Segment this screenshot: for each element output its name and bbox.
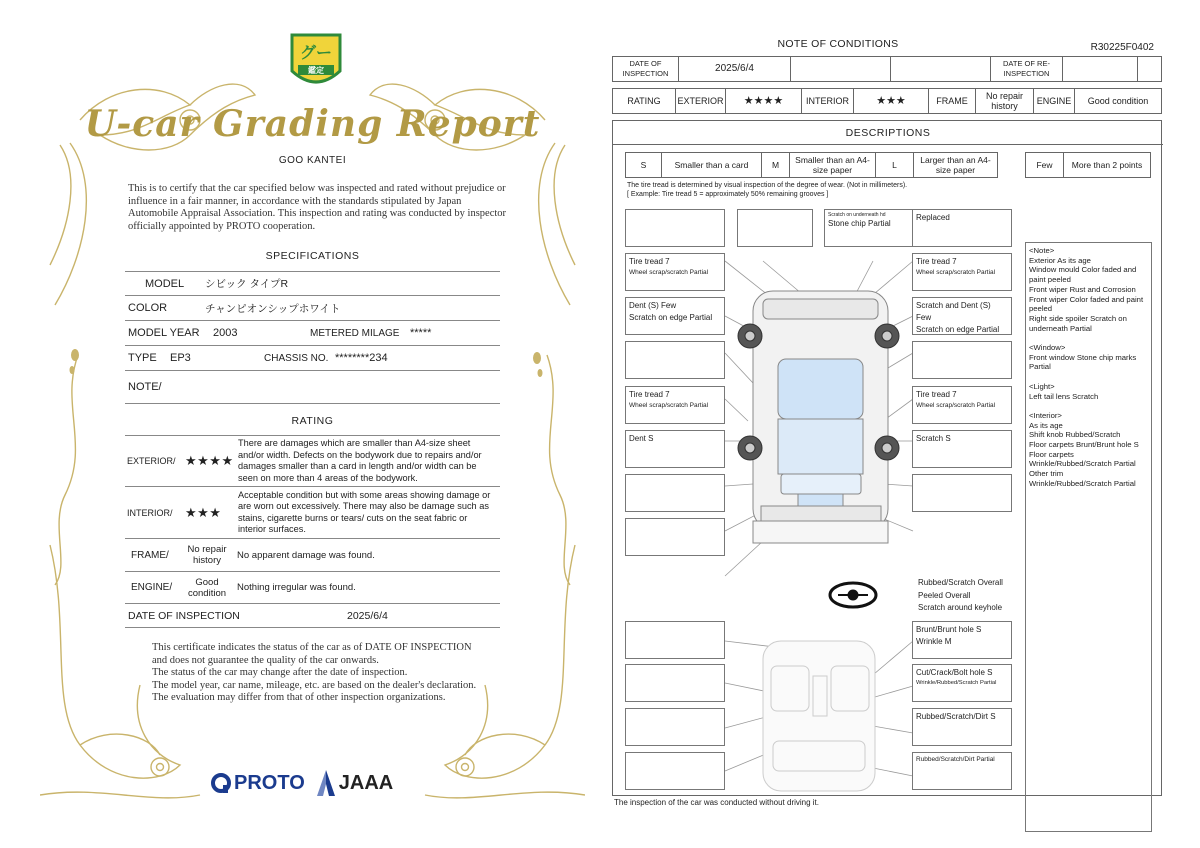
brunt-line-2: Wrinkle M <box>916 637 952 646</box>
note-box-right-4 <box>912 341 1012 379</box>
rr-tire-wheel: Wheel scrap/scratch Partial <box>916 402 996 409</box>
model-label: MODEL <box>145 277 185 290</box>
blank-cell <box>791 57 891 81</box>
grading-certificate <box>40 25 585 825</box>
reinspection-date-value <box>1063 57 1138 81</box>
rubbed-dirt-s-text: Rubbed/Scratch/Dirt S <box>916 712 996 721</box>
color-value: チャンピオンシップホワイト <box>205 302 341 315</box>
proto-logo-text: PROTO <box>234 771 305 794</box>
certificate-subtitle: GOO KANTEI <box>278 155 347 166</box>
legend-s: S <box>626 153 662 177</box>
note-of-conditions <box>612 34 1164 814</box>
engine-value: Good condition <box>187 576 227 599</box>
cut-crack-line-2: Wrinkle/Rubbed/Scratch Partial <box>916 680 997 686</box>
exterior-stars: ★★★★ <box>185 453 234 468</box>
proto-logo <box>210 772 305 795</box>
reinspection-date-label: DATE OF RE-INSPECTION <box>991 57 1063 81</box>
reference-number: R30225F0402 <box>1090 42 1154 53</box>
note-box-cut-crack <box>912 664 1012 702</box>
stone-chip-text: Stone chip Partial <box>828 219 891 228</box>
underneath-text: Scratch on underneath hd <box>828 212 886 218</box>
exterior-description: There are damages which are smaller than A4-size sheet and/or width. Defects on the bodywork due to repairs and/or damages smaller than a card in length and/or width can be seen on more than 4 areas of the bodywork. <box>238 438 482 483</box>
chassis-label: CHASSIS NO. <box>264 352 329 364</box>
badge-top-text: グー <box>299 43 333 62</box>
note-box-dent-few <box>625 297 725 335</box>
lr-tire-tread: Tire tread 7 <box>629 390 670 399</box>
note-box-rubbed-dirt-partial <box>912 752 1012 790</box>
year-label: MODEL YEAR <box>128 327 200 339</box>
note-box-top-1 <box>737 209 813 247</box>
legend-l-text: Larger than an A4-size paper <box>920 155 991 175</box>
note-box-dent-s <box>625 430 725 468</box>
frame-description: No apparent damage was found. <box>237 549 375 561</box>
note-box-scratch-dent <box>912 297 1012 335</box>
rating-label: RATING <box>613 89 676 113</box>
blank-cell <box>891 57 991 81</box>
steering-line-3: Scratch around keyhole <box>918 603 1003 612</box>
jaaa-logo-text: JAAA <box>338 771 394 794</box>
blank-cell <box>1138 57 1161 81</box>
cut-crack-line-1: Cut/Crack/Bolt hole S <box>916 668 993 677</box>
tread-note-line-1: The tire tread is determined by visual inspection of the degree of wear. (Not in millimeters). <box>627 182 908 189</box>
engine-description: Nothing irregular was found. <box>237 582 356 593</box>
descriptions-title: DESCRIPTIONS <box>613 121 1163 145</box>
certificate-title: U-car Grading Report <box>84 103 541 145</box>
inspection-date-label: DATE OF INSPECTION <box>613 57 679 81</box>
note-box-right-7 <box>912 474 1012 512</box>
engine-label: ENGINE/ <box>131 582 173 593</box>
scratch-dent-line-1: Scratch and Dent (S) Few <box>916 301 991 322</box>
engine-row <box>125 572 500 604</box>
note-box-int-left-3 <box>625 708 725 746</box>
note-box-int-left-2 <box>625 664 725 702</box>
frame-value: No repair history <box>976 89 1034 113</box>
condition-notes: <Note> Exterior As its age Window mould Color faded and paint peeled Front wiper Rust and Corrosion Front wiper Color faded and paint peeled Right side spoiler Scratch on underneath Partial <Window> Front window Stone chip marks Partial <Light> Left tail lens Scratch <Interior> As its age Shift knob Rubbed/Scratch Floor carpets Brunt/Brunt hole S Floor carpets Wrinkle/Rubbed/Scratch Partial Other trim Wrinkle/Rubbed/Scratch Partial <box>1025 242 1152 832</box>
replaced-text: Replaced <box>916 213 950 222</box>
note-box-int-left-1 <box>625 621 725 659</box>
note-box-left-1 <box>625 209 725 247</box>
note-box-steering <box>915 575 1015 615</box>
note-box-brunt <box>912 621 1012 659</box>
tread-note-line-2: [ Example: Tire tread 5 = approximately 50% remaining grooves ] <box>627 191 829 198</box>
descriptions-panel <box>612 120 1162 796</box>
brunt-line-1: Brunt/Brunt hole S <box>916 625 982 634</box>
car-top-view <box>753 291 888 543</box>
note-box-rf-tire <box>912 253 1012 291</box>
proto-mark-icon <box>210 772 232 794</box>
legend-s-text: Smaller than a card <box>662 153 762 177</box>
dent-s-text: Dent S <box>629 434 654 443</box>
interior-label: INTERIOR <box>802 89 854 113</box>
interior-stars: ★★★ <box>854 89 929 113</box>
inspection-dates-table <box>612 56 1162 82</box>
legend-l: L <box>876 153 914 177</box>
note-box-left-4 <box>625 341 725 379</box>
interior-description: Acceptable condition but with some areas showing damage or are worn out excessively. There may also be damage such as stains, cigarette burns or tears/ cuts on the seat fabric or interior surfaces. <box>238 489 491 534</box>
rf-tire-tread: Tire tread 7 <box>916 257 957 266</box>
rr-tire-tread: Tire tread 7 <box>916 390 957 399</box>
model-row <box>125 271 500 296</box>
car-interior-view <box>763 641 875 791</box>
mileage-value: ***** <box>410 327 432 339</box>
year-value: 2003 <box>213 327 238 339</box>
year-row <box>125 321 500 346</box>
jaaa-mark-icon <box>317 770 335 796</box>
color-label: COLOR <box>128 302 168 314</box>
note-box-lf-tire <box>625 253 725 291</box>
inspection-date-value: 2025/6/4 <box>679 57 791 81</box>
model-value: シビック タイプR <box>205 278 289 290</box>
interior-stars: ★★★ <box>185 504 222 520</box>
logos <box>210 770 393 796</box>
lf-tire-wheel: Wheel scrap/scratch Partial <box>629 269 709 276</box>
dent-few-line-2: Scratch on edge Partial <box>629 313 713 322</box>
mileage-label: METERED MILAGE <box>310 327 400 339</box>
exterior-label: EXTERIOR <box>676 89 726 113</box>
legend-few: Few <box>1026 153 1064 177</box>
dent-few-line-1: Dent (S) Few <box>629 301 677 310</box>
note-box-left-8 <box>625 518 725 556</box>
note-box-int-left-4 <box>625 752 725 790</box>
steering-line-2: Peeled Overall <box>918 590 971 600</box>
note-box-left-7 <box>625 474 725 512</box>
rating-heading: RATING <box>291 415 334 427</box>
legend-m: M <box>762 153 790 177</box>
exterior-stars: ★★★★ <box>726 89 802 113</box>
scratch-dent-line-2: Scratch on edge Partial <box>916 325 1000 334</box>
date-value: 2025/6/4 <box>347 609 388 622</box>
frame-label: FRAME <box>929 89 976 113</box>
date-row <box>125 604 500 628</box>
note-box-lr-tire <box>625 386 725 424</box>
note-box-stone-chip <box>824 209 913 247</box>
rf-tire-wheel: Wheel scrap/scratch Partial <box>916 269 996 276</box>
specifications-heading: SPECIFICATIONS <box>265 250 360 262</box>
inspection-footer: The inspection of the car was conducted without driving it. <box>614 798 819 807</box>
exterior-rating-row <box>125 435 500 487</box>
note-box-rubbed-dirt-s <box>912 708 1012 746</box>
legend-m-text: Smaller than an A4-size paper <box>790 153 876 177</box>
type-row <box>125 346 500 371</box>
note-box-scratch-s <box>912 430 1012 468</box>
steering-line-1: Rubbed/Scratch Overall <box>918 578 1003 587</box>
goo-kantei-badge <box>288 31 344 95</box>
engine-label: ENGINE <box>1034 89 1075 113</box>
frame-row <box>125 539 500 572</box>
frame-value: No repair history <box>187 544 227 566</box>
type-label: TYPE <box>128 352 157 364</box>
frame-label: FRAME/ <box>131 549 169 561</box>
exterior-label: EXTERIOR/ <box>127 456 176 466</box>
engine-value: Good condition <box>1087 96 1149 106</box>
note-label: NOTE/ <box>128 381 162 393</box>
note-row <box>125 371 500 404</box>
note-box-replaced <box>912 209 1012 247</box>
rubbed-dirt-partial-text: Rubbed/Scratch/Dirt Partial <box>916 756 995 763</box>
steering-wheel-icon <box>830 583 876 607</box>
interior-rating-row <box>125 487 500 539</box>
lr-tire-wheel: Wheel scrap/scratch Partial <box>629 402 709 409</box>
conditions-title: NOTE OF CONDITIONS <box>777 38 899 50</box>
legend-few-text: More than 2 points <box>1071 160 1143 170</box>
chassis-value: ********234 <box>335 352 388 364</box>
interior-label: INTERIOR/ <box>127 507 173 518</box>
type-value: EP3 <box>170 352 191 364</box>
jaaa-logo <box>317 770 393 796</box>
rating-summary-table <box>612 88 1162 114</box>
lf-tire-tread: Tire tread 7 <box>629 257 670 266</box>
scratch-s-text: Scratch S <box>916 434 951 443</box>
badge-text: 鑑定 <box>308 66 324 75</box>
certificate-intro: This is to certify that the car specified below was inspected and rated without prejudice or influence in a fair manner, in accordance with the standards stipulated by Japan Automobile Appraisal Association. This inspection and rating was conducted by inspector officially appointed by PROTO cooperation. <box>128 183 507 232</box>
note-box-rr-tire <box>912 386 1012 424</box>
date-label: DATE OF INSPECTION <box>128 609 240 622</box>
certificate-disclaimer: This certificate indicates the status of the car as of DATE OF INSPECTION and does not guarantee the quality of the car onwards. The status of the car may change after the date of inspection. The model year, car name, mileage, etc. are based on the dealer's declaration. The evaluation may differ from that of other inspection organizations. <box>152 642 477 703</box>
color-row <box>125 296 500 321</box>
